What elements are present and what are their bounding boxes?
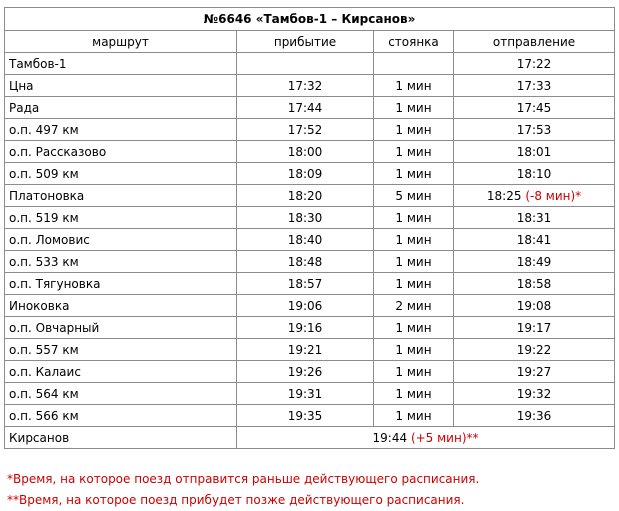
station-cell: о.п. 497 км — [5, 119, 237, 141]
station-cell: о.п. Тягуновка — [5, 273, 237, 295]
departure-time: 18:10 — [516, 166, 552, 181]
station-cell: о.п. 566 км — [5, 405, 237, 427]
departure-time: 17:45 — [516, 100, 552, 115]
arrival-cell: 18:48 — [237, 251, 374, 273]
table-row — [5, 339, 615, 361]
stop-cell: 1 мин — [374, 317, 454, 339]
arrival-cell: 17:32 — [237, 75, 374, 97]
stop-cell — [374, 53, 454, 75]
station-cell: Платоновка — [5, 185, 237, 207]
table-row — [5, 163, 615, 185]
departure-time: 17:53 — [516, 122, 552, 137]
stop-cell: 1 мин — [374, 383, 454, 405]
departure-cell — [454, 97, 615, 119]
departure-time: 19:08 — [516, 298, 552, 313]
station-cell: о.п. Рассказово — [5, 141, 237, 163]
table-title: №6646 «Тамбов-1 – Кирсанов» — [5, 8, 615, 31]
stop-cell: 1 мин — [374, 273, 454, 295]
station-cell: о.п. 533 км — [5, 251, 237, 273]
departure-time: 19:36 — [516, 408, 552, 423]
final-arrival-note: (+5 мин)** — [410, 430, 479, 445]
departure-time: 18:41 — [516, 232, 552, 247]
station-cell: Тамбов-1 — [5, 53, 237, 75]
departure-cell — [454, 229, 615, 251]
arrival-cell: 18:09 — [237, 163, 374, 185]
departure-cell — [454, 141, 615, 163]
stop-cell: 1 мин — [374, 229, 454, 251]
table-row — [5, 383, 615, 405]
header-arrival: прибытие — [237, 31, 374, 53]
table-row — [5, 317, 615, 339]
departure-cell — [454, 251, 615, 273]
final-arrival: 19:44 — [372, 430, 408, 445]
departure-time: 18:58 — [516, 276, 552, 291]
footnote-late: **Время, на которое поезд прибудет позже действующего расписания. — [7, 493, 465, 507]
final-station: Кирсанов — [5, 427, 237, 449]
stop-cell: 1 мин — [374, 207, 454, 229]
stop-cell: 1 мин — [374, 163, 454, 185]
station-cell: Иноковка — [5, 295, 237, 317]
departure-cell — [454, 163, 615, 185]
arrival-cell: 18:40 — [237, 229, 374, 251]
departure-time: 18:25 — [486, 188, 522, 203]
footnote-early: *Время, на которое поезд отправится раньше действующего расписания. — [7, 472, 480, 486]
arrival-cell: 18:20 — [237, 185, 374, 207]
stop-cell: 1 мин — [374, 141, 454, 163]
departure-time: 17:33 — [516, 78, 552, 93]
table-row — [5, 207, 615, 229]
departure-cell — [454, 53, 615, 75]
stop-cell: 1 мин — [374, 339, 454, 361]
departure-cell — [454, 207, 615, 229]
station-cell: о.п. 509 км — [5, 163, 237, 185]
departure-time: 19:27 — [516, 364, 552, 379]
station-cell: о.п. Ломовис — [5, 229, 237, 251]
stop-cell: 5 мин — [374, 185, 454, 207]
arrival-cell: 18:30 — [237, 207, 374, 229]
departure-time: 19:22 — [516, 342, 552, 357]
arrival-cell — [237, 53, 374, 75]
stop-cell: 1 мин — [374, 251, 454, 273]
arrival-cell: 19:35 — [237, 405, 374, 427]
departure-cell — [454, 119, 615, 141]
arrival-cell: 19:06 — [237, 295, 374, 317]
departure-time: 19:32 — [516, 386, 552, 401]
departure-cell — [454, 295, 615, 317]
table-row — [5, 185, 615, 207]
arrival-cell: 19:26 — [237, 361, 374, 383]
arrival-cell: 18:00 — [237, 141, 374, 163]
departure-cell — [454, 383, 615, 405]
station-cell: Рада — [5, 97, 237, 119]
departure-cell — [454, 273, 615, 295]
stop-cell: 1 мин — [374, 75, 454, 97]
header-route: маршрут — [5, 31, 237, 53]
departure-cell — [454, 339, 615, 361]
station-cell: Цна — [5, 75, 237, 97]
departure-note: (-8 мин)* — [525, 188, 582, 203]
table-row — [5, 97, 615, 119]
table-row — [5, 361, 615, 383]
departure-cell — [454, 75, 615, 97]
footnotes — [7, 469, 479, 511]
station-cell: о.п. Калаис — [5, 361, 237, 383]
table-row — [5, 295, 615, 317]
final-row — [5, 427, 615, 449]
table-row — [5, 273, 615, 295]
stop-cell: 1 мин — [374, 405, 454, 427]
header-row — [5, 31, 615, 53]
table-row — [5, 405, 615, 427]
table-row — [5, 75, 615, 97]
station-cell: о.п. 519 км — [5, 207, 237, 229]
departure-time: 18:01 — [516, 144, 552, 159]
departure-time: 18:31 — [516, 210, 552, 225]
stop-cell: 1 мин — [374, 361, 454, 383]
stop-cell: 2 мин — [374, 295, 454, 317]
table-row — [5, 229, 615, 251]
station-cell: о.п. 564 км — [5, 383, 237, 405]
arrival-cell: 19:21 — [237, 339, 374, 361]
arrival-cell: 19:31 — [237, 383, 374, 405]
departure-cell — [454, 361, 615, 383]
arrival-cell: 17:44 — [237, 97, 374, 119]
table-row — [5, 119, 615, 141]
departure-cell — [454, 405, 615, 427]
table-row — [5, 53, 615, 75]
stop-cell: 1 мин — [374, 97, 454, 119]
table-row — [5, 141, 615, 163]
arrival-cell: 19:16 — [237, 317, 374, 339]
header-departure: отправление — [454, 31, 615, 53]
table-row — [5, 251, 615, 273]
arrival-cell: 17:52 — [237, 119, 374, 141]
arrival-cell: 18:57 — [237, 273, 374, 295]
schedule-table — [4, 7, 615, 449]
final-arrival-cell — [237, 427, 615, 449]
station-cell: о.п. Овчарный — [5, 317, 237, 339]
departure-time: 17:22 — [516, 56, 552, 71]
departure-time: 19:17 — [516, 320, 552, 335]
header-stop: стоянка — [374, 31, 454, 53]
title-row — [5, 8, 615, 31]
departure-time: 18:49 — [516, 254, 552, 269]
departure-cell — [454, 185, 615, 207]
departure-cell — [454, 317, 615, 339]
stop-cell: 1 мин — [374, 119, 454, 141]
station-cell: о.п. 557 км — [5, 339, 237, 361]
